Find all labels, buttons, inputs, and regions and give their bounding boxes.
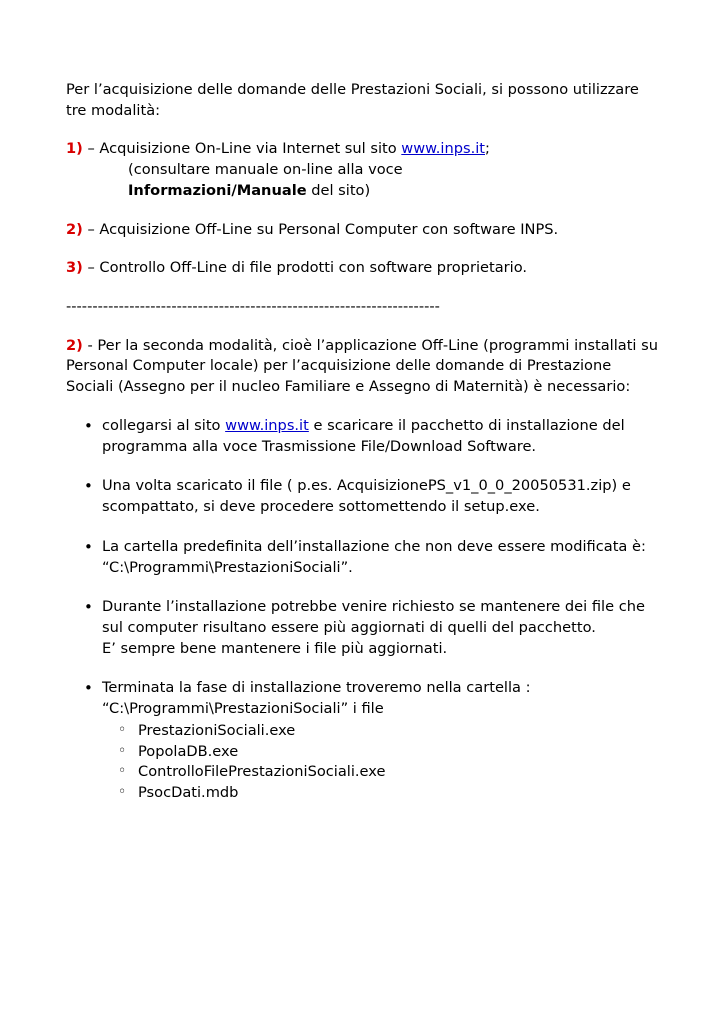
bullet-4-line-1: • Durante l’installazione potrebbe venire richiesto se mantenere dei file che sul computer risultano essere più aggiornati di quelli del pacchetto.: [102, 598, 645, 636]
bullet-4-line-2: E’ sempre bene mantenere i file più aggiornati.: [102, 639, 448, 657]
item-1-number: 1): [66, 140, 83, 158]
bullet-2-text: Una volta scaricato il file ( p.es. AcquisizionePS_v1_0_0_20050531.zip) e scompattato, si deve procedere sottomettendo il setup.exe.: [102, 477, 631, 516]
numbered-item-3: [66, 258, 658, 279]
file-list: [102, 721, 658, 804]
item-1-bold-text: Informazioni/Manuale: [128, 181, 307, 199]
bullet-1-text-before: collegarsi al sito: [102, 416, 226, 434]
intro-paragraph: Per l’acquisizione delle domande delle Prestazioni Sociali, si possono utilizzare tre modalità:: [66, 81, 639, 119]
list-item: ◦ PsocDati.mdb: [102, 783, 658, 804]
list-item: [66, 597, 658, 659]
list-item: [66, 476, 658, 517]
list-item: ◦ PrestazioniSociali.exe: [102, 721, 658, 742]
list-item: [66, 678, 658, 803]
bullet-1-text-after: e scaricare il pacchetto di installazione del programma alla voce Trasmissione File/Download Software.: [102, 416, 625, 455]
list-item: ◦ PopolaDB.exe: [102, 742, 658, 763]
numbered-item-1: [66, 139, 658, 201]
item-1-subline-2: [97, 181, 658, 202]
bullet-5-line-1: • Terminata la fase di installazione troveremo nella cartella :: [102, 679, 531, 697]
list-item: [66, 416, 658, 457]
item-1-subline-1: (consultare manuale on-line alla voce: [128, 161, 403, 179]
section-number: 2): [66, 336, 83, 354]
bullet-5-line-2: “C:\Programmi\PrestazioniSociali” i file: [102, 700, 384, 718]
item-2-number: 2): [66, 220, 83, 238]
numbered-item-2: [66, 220, 658, 241]
inps-link-1[interactable]: www.inps.it: [401, 140, 485, 158]
item-3-number: 3): [66, 259, 83, 277]
instructions-list: [66, 416, 658, 804]
list-item: ◦ ControlloFilePrestazioniSociali.exe: [102, 762, 658, 783]
bullet-3-text: La cartella predefinita dell’installazione che non deve essere modificata è: “C:\Programmi\PrestazioniSociali”.: [102, 537, 646, 576]
item-2-text: – Acquisizione Off-Line su Personal Computer con software INPS.: [82, 220, 559, 238]
list-item: [66, 537, 658, 578]
horizontal-divider: -----------------------------------------------------------------------: [66, 298, 440, 316]
item-1-subline-2-after: del sito): [306, 181, 371, 199]
section-text: - Per la seconda modalità, cioè l’applicazione Off-Line (programmi installati su Personal Computer locale) per l’acquisizione delle domande di Prestazione Sociali (Assegno per il nucleo Familiare e Assegno di Maternità) è necessario:: [66, 336, 658, 396]
inps-link-2[interactable]: www.inps.it: [225, 416, 309, 434]
item-1-text-after: ;: [485, 140, 490, 158]
item-3-text: – Controllo Off-Line di file prodotti con software proprietario.: [82, 259, 528, 277]
document-body: [66, 80, 658, 804]
section-paragraph: [66, 336, 658, 398]
item-1-text-before: – Acquisizione On-Line via Internet sul sito: [82, 140, 402, 158]
